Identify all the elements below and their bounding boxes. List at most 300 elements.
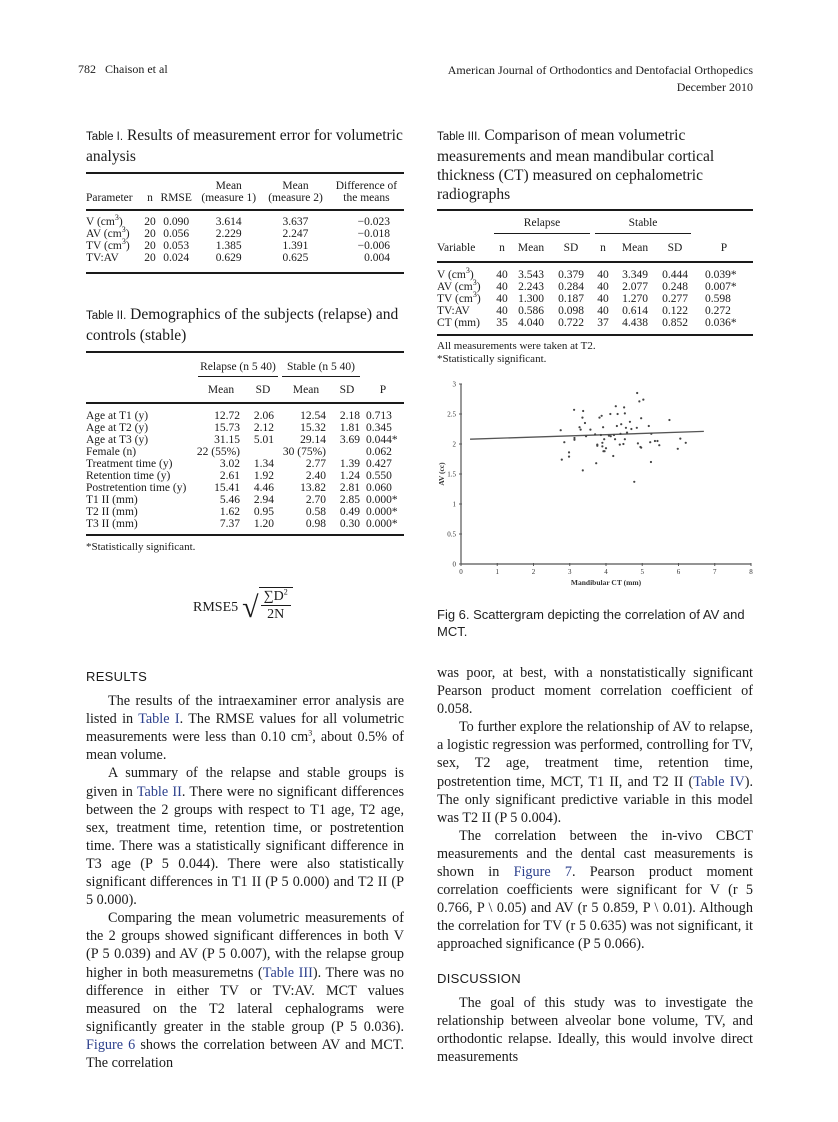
text-run: A summary of the relapse and stable groups is given in <box>86 765 404 800</box>
relapse-mean-cell: 4.040 <box>518 317 544 329</box>
n-cell: 20 <box>144 216 156 228</box>
data-point <box>636 392 638 394</box>
data-point <box>638 400 640 402</box>
stable-mean-cell: 1.270 <box>622 293 648 305</box>
table-row <box>86 494 404 506</box>
n-cell: 20 <box>144 228 156 240</box>
data-point <box>602 426 604 428</box>
col-header: Difference of <box>335 180 398 192</box>
stable-mean-cell: 2.77 <box>305 458 326 470</box>
text-run: shows the correlation between AV and MCT. The correlation <box>86 1036 404 1071</box>
relapse-mean-cell: 3.02 <box>219 458 240 470</box>
col-header: (measure 2) <box>268 192 323 204</box>
table-2-caption <box>86 305 404 345</box>
stable-sd-cell <box>332 446 362 458</box>
table-row <box>86 506 404 518</box>
relapse-sd-cell: 0.098 <box>558 305 584 317</box>
link-figure-7[interactable]: Figure 7 <box>513 864 572 881</box>
mean2-cell: 0.625 <box>282 252 309 264</box>
page-number: 782 <box>78 62 96 76</box>
rmse-cell: 0.053 <box>163 240 190 252</box>
col-header: SD <box>255 384 271 396</box>
table-2-label: Table II. <box>86 310 127 322</box>
table-2 <box>86 305 404 553</box>
data-point <box>633 481 635 483</box>
x-axis-label: Mandibular CT (mm) <box>570 578 642 587</box>
superscript: 3 <box>114 213 119 223</box>
stable-mean-cell: 3.349 <box>622 269 648 281</box>
y-axis-label: AV (cc) <box>437 462 446 486</box>
row-label: Female (n) <box>86 446 137 458</box>
relapse-sd-cell: 4.46 <box>253 482 274 494</box>
paragraph: The goal of this study was to investigate the relationship between alveolar bone volume, TV, and orthodontic relapse. Ideally, this would involve direct measurements <box>437 994 753 1065</box>
data-point <box>654 440 656 442</box>
relapse-mean-cell: 1.62 <box>219 506 240 518</box>
sqrt-symbol: √ <box>242 591 259 624</box>
data-point <box>603 450 605 452</box>
col-header: Mean <box>215 180 242 192</box>
data-point <box>603 438 605 440</box>
variable-cell <box>437 317 493 329</box>
data-point <box>624 412 626 414</box>
table-3-footnote-1: All measurements were taken at T2. <box>437 340 596 352</box>
col-header: P <box>379 384 387 396</box>
data-point <box>609 413 611 415</box>
link-figure-6[interactable]: Figure 6 <box>86 1036 136 1053</box>
data-point <box>600 434 602 436</box>
col-header: RMSE <box>160 192 192 204</box>
stable-sd-cell: 2.18 <box>339 410 360 422</box>
col-header: (measure 1) <box>201 192 257 204</box>
data-point <box>623 406 625 408</box>
param-label: AV (cm <box>86 228 122 240</box>
relapse-mean-cell: 2.243 <box>518 281 544 293</box>
rmse-cell: 0.056 <box>163 228 190 240</box>
figure-6-caption: Fig 6. Scattergram depicting the correlation of AV and MCT. <box>437 607 745 639</box>
data-point <box>648 425 650 427</box>
text-run: Comparing the mean volumetric measurements of the 2 groups showed significant differences in both V (P 5 0.039) and AV (P 5 0.007), with the relapse group higher in both measuremetns ( <box>86 910 404 981</box>
formula-lhs: RMSE5 <box>193 600 239 615</box>
table-1 <box>86 126 404 274</box>
param-cell <box>86 252 143 264</box>
data-point <box>585 435 587 437</box>
table-row <box>86 210 404 228</box>
variable-cell <box>437 290 493 305</box>
row-label: Treatment time (y) <box>86 458 173 470</box>
issue-date: December 2010 <box>676 80 753 94</box>
data-point <box>642 399 644 401</box>
relapse-mean-cell: 12.72 <box>214 410 240 422</box>
p-value-cell: 0.345 <box>366 422 392 434</box>
col-header: the means <box>343 192 390 204</box>
relapse-sd-cell: 0.722 <box>558 317 584 329</box>
p-value-cell: 0.039* <box>705 269 737 281</box>
y-tick-label: 1.5 <box>447 470 456 479</box>
superscript: 3 <box>472 278 477 288</box>
data-point <box>595 462 597 464</box>
col-header: P <box>720 242 728 254</box>
journal-name: American Journal of Orthodontics and Dentofacial Orthopedics <box>447 63 753 77</box>
variable-label: TV:AV <box>437 305 470 317</box>
p-value-cell: 0.007* <box>705 281 737 293</box>
link-table-3[interactable]: Table III <box>262 964 313 981</box>
table-row <box>86 240 404 252</box>
stable-sd-cell: 0.30 <box>339 518 360 530</box>
relapse-sd-cell: 1.92 <box>253 470 274 482</box>
superscript: 3 <box>472 290 477 300</box>
data-point <box>616 425 618 427</box>
stable-sd-cell: 2.81 <box>339 482 360 494</box>
text-run: ). There was no difference in either TV or TV:AV. MCT values measured on the T2 lateral cephalograms were significantly greater in the stable group (P 5 0.036). <box>86 964 404 1035</box>
table-3-footnote-2: *Statistically significant. <box>437 353 547 365</box>
data-point <box>580 429 582 431</box>
data-point <box>656 440 658 442</box>
table-2-grid <box>86 351 404 530</box>
param-cell <box>86 237 143 252</box>
data-point <box>594 433 596 435</box>
data-point <box>582 469 584 471</box>
data-point <box>561 459 563 461</box>
stable-n-cell: 40 <box>597 305 609 317</box>
text-run: . Pearson product moment correlation coefficients were significant for V (r 5 0.766, P \ 0.05) and AV (r 5 0.859, P \ 0.01). Although the correlation for TV (r 5 0.635) was not significant, it approached significance (P 5 0.066). <box>437 864 753 953</box>
superscript: 3 <box>308 728 313 738</box>
variable-label-end: ) <box>476 293 481 305</box>
data-point <box>625 427 627 429</box>
param-label-end: ) <box>125 228 130 240</box>
text-run: ). The only significant predictive variable in this model was T2 II (P 5 0.004). <box>437 773 753 826</box>
variable-label: V (cm <box>437 269 466 281</box>
link-table-1[interactable]: Table I <box>138 711 180 728</box>
link-table-4[interactable]: Table IV <box>693 773 745 790</box>
stable-sd-cell: 0.122 <box>662 305 688 317</box>
data-point <box>619 433 621 435</box>
col-header: n <box>147 192 153 204</box>
p-value-cell: 0.044* <box>366 434 398 446</box>
running-header-right <box>448 62 753 96</box>
relapse-n-cell: 40 <box>496 281 508 293</box>
n-cell: 20 <box>144 240 156 252</box>
x-tick-label: 0 <box>459 568 463 576</box>
y-tick-label: 0 <box>452 560 456 569</box>
data-point <box>573 409 575 411</box>
mean1-cell: 3.614 <box>215 216 242 228</box>
x-tick-label: 6 <box>676 568 681 576</box>
text-run: . There were no significant differences between the 2 groups with respect to T1 age, T2 age, sex, treatment time, retention time, or postretention time. There was a statistically significant difference in T3 age (P 5 0.044). There were also statistically significant differences in T1 II (P 5 0.000) and T2 II (P 5 0.000). <box>86 783 404 909</box>
group-header-relapse: Relapse <box>494 217 590 234</box>
author-line: Chaison et al <box>105 62 168 76</box>
table-1-label: Table I. <box>86 131 124 143</box>
x-tick-label: 1 <box>495 568 499 576</box>
data-point <box>629 421 631 423</box>
row-label: T1 II (mm) <box>86 494 138 506</box>
group-header-relapse: Relapse (n 5 40) <box>198 361 278 377</box>
table-rule <box>86 534 404 536</box>
data-point <box>630 428 632 430</box>
param-label-end: ) <box>125 240 130 252</box>
y-tick-label: 1 <box>452 500 456 509</box>
variable-label: CT (mm) <box>437 317 480 329</box>
diff-cell: −0.018 <box>357 228 390 240</box>
data-point <box>637 442 639 444</box>
stable-sd-cell: 1.39 <box>339 458 360 470</box>
stable-n-cell: 40 <box>597 293 609 305</box>
variable-cell <box>437 262 493 281</box>
formula-exponent: 2 <box>283 587 288 597</box>
data-point <box>568 456 570 458</box>
row-label: Age at T1 (y) <box>86 410 149 422</box>
x-tick-label: 3 <box>568 568 572 576</box>
data-point <box>601 442 603 444</box>
p-value-cell: 0.000* <box>366 494 398 506</box>
data-point <box>640 447 642 449</box>
rmse-cell: 0.090 <box>163 216 190 228</box>
relapse-n-cell: 40 <box>496 269 508 281</box>
section-heading-discussion: DISCUSSION <box>437 970 521 986</box>
x-tick-label: 7 <box>713 568 717 576</box>
col-header: Mean <box>517 242 545 254</box>
variable-label-end: ) <box>476 281 481 293</box>
col-header: Mean <box>207 384 235 396</box>
relapse-sd-cell: 0.379 <box>558 269 584 281</box>
relapse-mean-cell: 2.61 <box>219 470 240 482</box>
y-tick-label: 2.5 <box>447 410 456 419</box>
stable-sd-cell: 1.81 <box>339 422 360 434</box>
superscript: 3 <box>121 237 126 247</box>
relapse-n-cell: 35 <box>496 317 508 329</box>
right-column-text <box>437 664 753 1066</box>
n-cell: 20 <box>144 252 156 264</box>
data-point <box>584 422 586 424</box>
stable-sd-cell: 3.69 <box>339 434 360 446</box>
data-point <box>622 443 624 445</box>
data-point <box>626 432 628 434</box>
left-column-text <box>86 668 404 1072</box>
col-header: Parameter <box>86 192 133 204</box>
data-point <box>601 445 603 447</box>
variable-cell <box>437 278 493 293</box>
scatter-plot <box>436 374 766 594</box>
y-tick-label: 2 <box>452 440 456 449</box>
table-3-grid <box>437 209 753 329</box>
group-header-stable: Stable (n 5 40) <box>282 361 360 377</box>
table-2-title: Demographics of the subjects (relapse) and controls (stable) <box>86 306 399 344</box>
section-heading-results: RESULTS <box>86 669 148 684</box>
row-label: Retention time (y) <box>86 470 171 482</box>
data-point <box>596 445 598 447</box>
param-label: TV (cm <box>86 240 122 252</box>
mean1-cell: 2.229 <box>215 228 242 240</box>
relapse-sd-cell: 0.187 <box>558 293 584 305</box>
mean2-cell: 2.247 <box>282 228 309 240</box>
text-run: The correlation between the in-vivo CBCT measurements and the dental cast measurements is shown in <box>437 827 753 881</box>
stable-n-cell: 40 <box>597 281 609 293</box>
stable-mean-cell: 2.40 <box>305 470 326 482</box>
mean1-cell: 0.629 <box>215 252 242 264</box>
relapse-mean-cell: 15.41 <box>214 482 240 494</box>
x-tick-label: 2 <box>531 568 536 576</box>
col-header: Variable <box>437 242 476 254</box>
p-value-cell: 0.060 <box>366 482 392 494</box>
relapse-mean-cell: 3.543 <box>518 269 544 281</box>
link-table-2[interactable]: Table II <box>136 783 182 800</box>
data-point <box>578 426 580 428</box>
text-run: To further explore the relationship of AV to relapse, a logistic regression was performed, controlling for TV, sex, T2 age, treatment time, retention time, postretention time, MCT, T1 II, and T2 II ( <box>437 719 753 790</box>
text-run: , about 0.5% of mean volume. <box>86 729 404 764</box>
rmse-cell: 0.024 <box>163 252 190 264</box>
table-2-footnote: *Statistically significant. <box>86 541 196 553</box>
stable-mean-cell: 30 (75%) <box>282 446 326 458</box>
data-point <box>650 461 652 463</box>
data-point <box>568 451 570 453</box>
x-tick-label: 8 <box>749 568 753 576</box>
data-point <box>573 439 575 441</box>
p-value-cell: 0.000* <box>366 506 398 518</box>
table-3 <box>437 126 753 365</box>
table-1-grid <box>86 172 404 264</box>
p-value-cell: 0.427 <box>366 458 392 470</box>
text-run: . The RMSE values for all volumetric measurements were less than 0.10 cm <box>86 711 404 746</box>
stable-sd-cell: 1.24 <box>339 470 360 482</box>
p-value-cell: 0.036* <box>705 317 737 329</box>
data-point <box>614 438 616 440</box>
table-row <box>86 228 404 240</box>
data-point <box>624 438 626 440</box>
table-row <box>437 281 753 293</box>
table-3-title: Comparison of mean volumetric measurements and mean mandibular cortical thickness (CT) measured on cephalometric radiographs <box>437 127 715 203</box>
data-point <box>619 444 621 446</box>
relapse-mean-cell: 1.300 <box>518 293 544 305</box>
paragraph: was poor, at best, with a nonstatistically significant Pearson product moment correlation coefficient of 0.058. <box>437 665 753 718</box>
mean2-cell: 1.391 <box>282 240 309 252</box>
paragraph <box>437 718 753 827</box>
stable-mean-cell: 12.54 <box>300 410 326 422</box>
table-row <box>86 470 404 482</box>
data-point <box>685 442 687 444</box>
relapse-sd-cell: 1.20 <box>253 518 274 530</box>
param-label-end: ) <box>118 216 123 228</box>
table-rule <box>86 272 404 274</box>
stable-sd-cell: 0.444 <box>662 269 688 281</box>
data-point <box>613 434 615 436</box>
table-1-caption <box>86 126 404 166</box>
stable-mean-cell: 0.58 <box>305 506 326 518</box>
x-tick-label: 4 <box>604 568 608 576</box>
table-row <box>86 252 404 264</box>
col-header: SD <box>339 384 355 396</box>
relapse-sd-cell: 2.12 <box>253 422 274 434</box>
data-point <box>612 455 614 457</box>
relapse-sd-cell: 0.95 <box>253 506 274 518</box>
data-point <box>560 429 562 431</box>
col-header: n <box>600 242 606 254</box>
relapse-mean-cell: 31.15 <box>214 434 240 446</box>
diff-cell: 0.004 <box>364 252 390 264</box>
stable-sd-cell: 0.49 <box>339 506 360 518</box>
table-row <box>437 262 753 281</box>
p-value-cell: 0.550 <box>366 470 392 482</box>
col-header: SD <box>667 242 683 254</box>
table-3-caption <box>437 126 753 204</box>
data-point <box>589 429 591 431</box>
superscript: 3 <box>121 225 126 235</box>
data-point <box>563 441 565 443</box>
data-point <box>668 419 670 421</box>
param-cell <box>86 225 143 240</box>
trend-line <box>470 431 704 439</box>
param-label: TV:AV <box>86 252 119 264</box>
relapse-mean-cell: 7.37 <box>219 518 240 530</box>
col-header: Mean <box>292 384 320 396</box>
paragraph <box>86 692 404 764</box>
data-point <box>581 417 583 419</box>
stable-mean-cell: 13.82 <box>300 482 326 494</box>
stable-mean-cell: 15.32 <box>300 422 326 434</box>
stable-mean-cell: 4.438 <box>622 317 648 329</box>
data-point <box>679 438 681 440</box>
stable-mean-cell: 2.70 <box>305 494 326 506</box>
y-tick-label: 3 <box>452 380 456 389</box>
data-point <box>650 433 652 435</box>
relapse-mean-cell: 5.46 <box>219 494 240 506</box>
table-row <box>437 317 753 329</box>
running-header-left <box>78 62 168 77</box>
table-rule <box>437 334 753 336</box>
col-header: n <box>499 242 505 254</box>
relapse-n-cell: 40 <box>496 305 508 317</box>
param-label: V (cm <box>86 216 115 228</box>
table-row <box>86 482 404 494</box>
variable-label: TV (cm <box>437 293 473 305</box>
p-value-cell: 0.272 <box>705 305 731 317</box>
relapse-sd-cell: 2.94 <box>253 494 274 506</box>
row-label: T3 II (mm) <box>86 518 138 530</box>
p-value-cell: 0.000* <box>366 518 398 530</box>
y-tick-label: 0.5 <box>447 530 456 539</box>
group-header-stable: Stable <box>595 217 691 234</box>
figure-6-chart <box>436 374 766 594</box>
fraction <box>259 587 293 623</box>
x-tick-label: 5 <box>640 568 644 576</box>
relapse-n-cell: 40 <box>496 293 508 305</box>
row-label: Postretention time (y) <box>86 482 187 494</box>
table-row <box>86 458 404 470</box>
stable-sd-cell: 0.277 <box>662 293 688 305</box>
rmse-formula <box>193 587 293 624</box>
paragraph <box>437 827 753 954</box>
relapse-sd-cell: 0.284 <box>558 281 584 293</box>
relapse-mean-cell: 15.73 <box>214 422 240 434</box>
data-point <box>615 405 617 407</box>
data-point <box>617 413 619 415</box>
col-header: SD <box>563 242 579 254</box>
stable-sd-cell: 0.248 <box>662 281 688 293</box>
paragraph <box>86 764 404 909</box>
relapse-mean-cell: 0.586 <box>518 305 544 317</box>
table-row <box>86 422 404 434</box>
data-point <box>677 448 679 450</box>
table-3-label: Table III. <box>437 131 481 143</box>
stable-mean-cell: 29.14 <box>300 434 326 446</box>
param-cell <box>86 210 143 228</box>
data-point <box>605 447 607 449</box>
text-run: The results of the intraexaminer error analysis are listed in <box>86 693 404 728</box>
data-point <box>598 417 600 419</box>
table-row <box>86 446 404 458</box>
variable-label: AV (cm <box>437 281 473 293</box>
mean1-cell: 1.385 <box>215 240 242 252</box>
relapse-mean-cell: 22 (55%) <box>196 446 240 458</box>
stable-n-cell: 40 <box>597 269 609 281</box>
